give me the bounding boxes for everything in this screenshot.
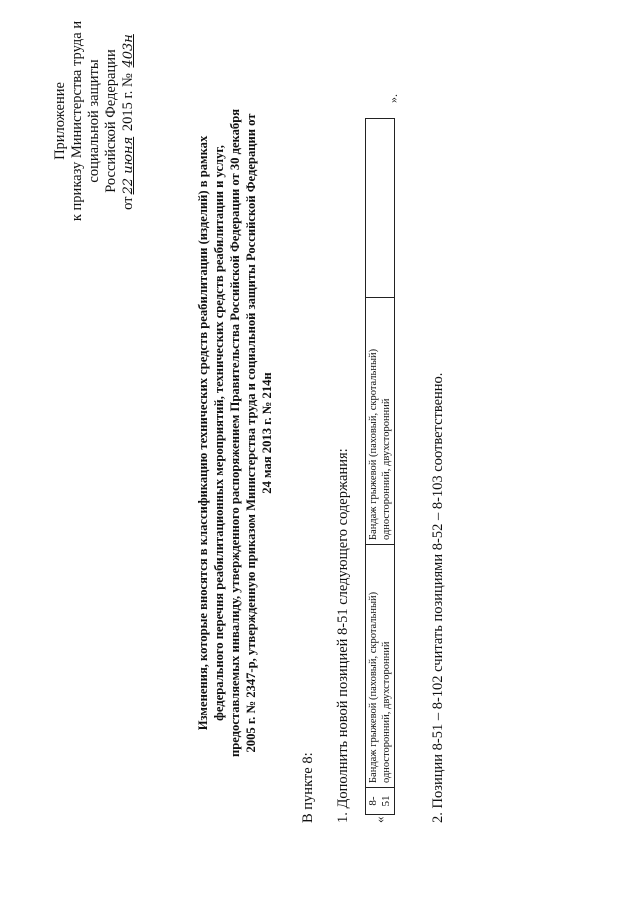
title-line-5: 24 мая 2013 г. № 214н [260,372,274,494]
title-line-1: Изменения, которые вносятся в классификацию технических средств реабилитации (изделий) в рамках [196,135,210,731]
appendix-line-1: к приказу Министерства труда и [69,20,85,222]
order-number: 403н [121,34,136,68]
cell-description-2: Бандаж грыжевой (паховый, скротальный) односторонний, двухсторонний [366,298,395,545]
appendix-line-2: социальной защиты [86,59,102,183]
title-line-4: 2005 г. № 2347-р, утвержденную приказом Министерства труда и социальной защиты Российской Федерации от [244,113,258,753]
table-row [366,119,395,815]
appendix-block [52,3,137,239]
paragraph-item-2: 2. Позиции 8-51 – 8-102 считать позициями 8-52 – 8-103 соответственно. [430,372,446,823]
appendix-line-3: Российской Федерации [103,49,119,193]
date-year: 2015 г. [120,90,136,132]
paragraph-item-1: 1. Дополнить новой позицией 8-51 следующего содержания: [335,448,351,823]
number-prefix: № [120,73,136,87]
cell-code: 8-51 [366,788,395,815]
classification-table [365,118,395,815]
title-line-3: предоставляемых инвалиду, утвержденного распоряжением Правительства Российской Федерации от 30 декабря [228,108,242,758]
quote-open: « [372,816,387,823]
appendix-date-line [120,3,137,239]
date-prefix: от [120,196,136,210]
title-line-2: федерального перечня реабилитационных мероприятий, технических средств реабилитации и услуг, [212,145,226,721]
cell-description-1: Бандаж грыжевой (паховый, скротальный) односторонний, двухсторонний [366,545,395,788]
appendix-title: Приложение [52,82,68,160]
section-heading: В пункте 8: [300,752,316,823]
document-title [195,43,275,823]
quote-close: ». [386,94,400,103]
date-day-month: 22 июня [121,136,136,195]
cell-empty [366,119,395,298]
